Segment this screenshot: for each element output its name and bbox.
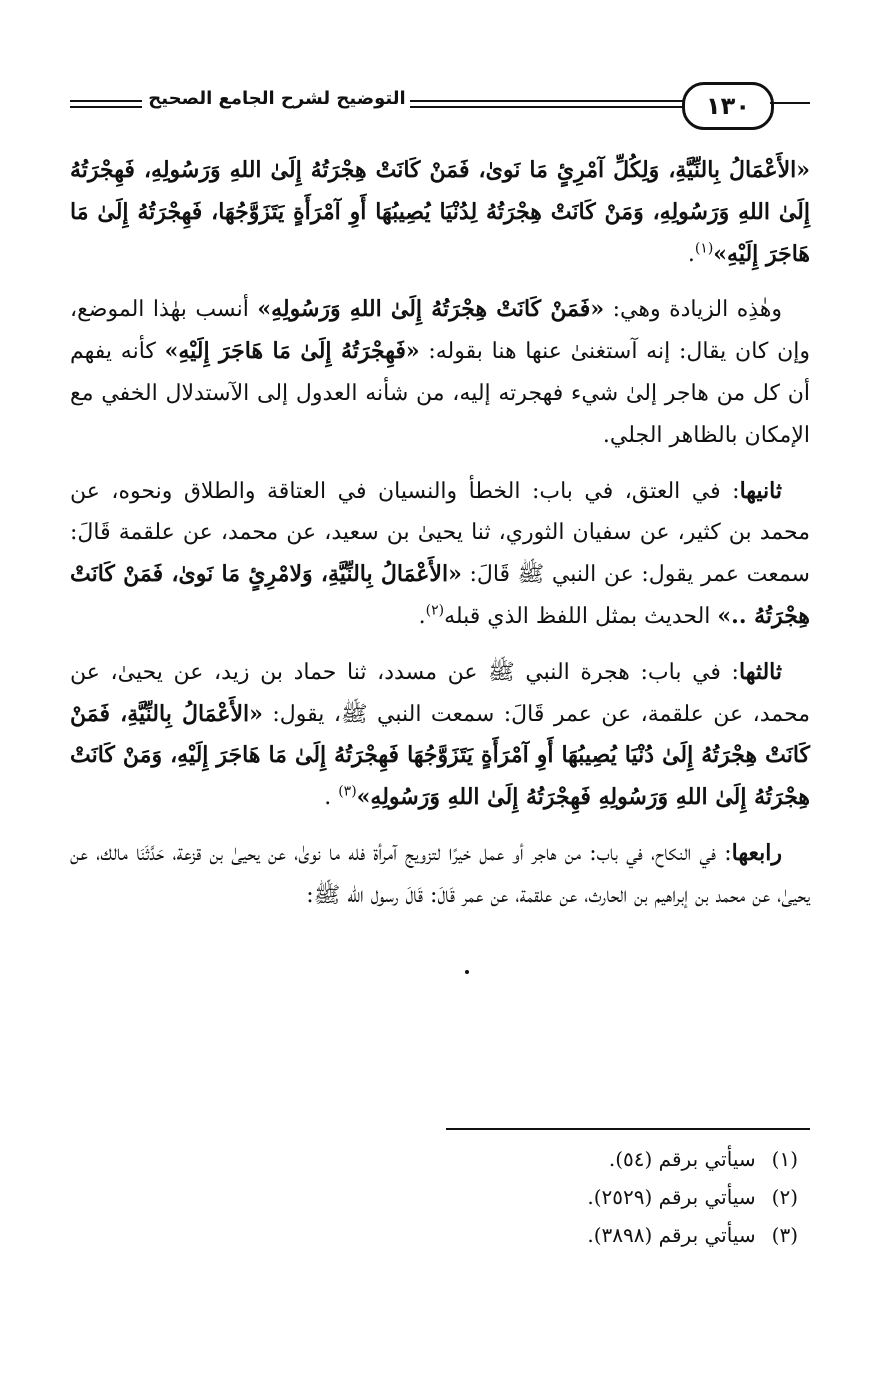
footnote-separator bbox=[446, 1128, 810, 1130]
footnote-ref: (٣) bbox=[338, 783, 357, 800]
footnote bbox=[70, 1178, 798, 1216]
main-text bbox=[70, 150, 810, 931]
footnote-text: سيأتي برقم (٣٨٩٨). bbox=[587, 1223, 762, 1247]
footnote-number: (٢) bbox=[771, 1185, 798, 1209]
hadith-quote: «الأَعْمَالُ بِالنِّيَّةِ، وَلامْرِئٍ مَا نَوىٰ، فَمَنْ كَانَتْ هِجْرَتُهُ ..» bbox=[70, 561, 810, 629]
text-run: . bbox=[687, 241, 695, 267]
text-run: وهٰذِه الزيادة وهي: bbox=[604, 297, 782, 323]
text-run: : في العتق، في باب: الخطأ والنسيان في العتاقة والطلاق ونحوه، عن محمد بن كثير، عن سفيان الثوري، ثنا يحيىٰ بن سعيد، عن محمد، عن علقمة قَالَ: سمعت عمر يقول: عن النبي ﷺ قَالَ: bbox=[70, 478, 810, 588]
paragraph bbox=[70, 471, 810, 638]
header-rule-right bbox=[770, 102, 810, 104]
paragraph bbox=[70, 652, 810, 819]
page-header bbox=[70, 80, 810, 130]
text-run: كأنه يفهم أن كل من هاجر إلىٰ شيء فهجرته إليه، من شأنه العدول إلى الآستدلال الخفي مع الإمكان بالظاهر الجلي. bbox=[70, 339, 810, 448]
hadith-quote: «الأَعْمَالُ بِالنِّيَّةِ، وَلِكُلِّ آمْرِئٍ مَا نَوىٰ، فَمَنْ كَانَتْ هِجْرَتُهُ إِلَىٰ اللهِ وَرَسُولِهِ، فَهِجْرَتُهُ إِلَىٰ اللهِ وَرَسُولِهِ، وَمَنْ كَانَتْ هِجْرَتُهُ لِدُنْيَا يُصِيبُهَا أَوِ آمْرَأَةٍ يَتَزَوَّجُهَا، فَهِجْرَتُهُ إِلَىٰ مَا هَاجَرَ إِلَيْهِ» bbox=[70, 157, 810, 267]
page-number: ١٣٠ bbox=[682, 82, 774, 130]
hadith-quote: ثالثها bbox=[738, 658, 782, 685]
paragraph bbox=[70, 833, 810, 917]
text-run: : في النكاح، في باب: من هاجر أو عمل خيرًا لتزويج آمرأة فله ما نوىٰ، عن يحيىٰ بن قزعة، حَدَّثَنَا مالك، عن يحيىٰ، عن محمد بن إبراهيم بن الحارث، عن علقمة، عن عمر قَالَ: قَالَ رسول الله ﷺ: bbox=[70, 840, 810, 908]
text-run: الحديث بمثل اللفظ الذي قبله bbox=[444, 603, 718, 629]
footnotes bbox=[70, 1140, 798, 1254]
text-run: . bbox=[418, 603, 426, 629]
footnote-number: (٣) bbox=[771, 1223, 798, 1247]
hadith-quote: رابعها bbox=[731, 839, 782, 866]
paragraph bbox=[70, 150, 810, 275]
footnote-text: سيأتي برقم (٢٥٢٩). bbox=[587, 1185, 762, 1209]
footnote-text: سيأتي برقم (٥٤). bbox=[608, 1147, 762, 1171]
running-title: التوضيح لشرح الجامع الصحيح bbox=[148, 88, 406, 109]
text-run: . bbox=[324, 785, 339, 811]
paragraph bbox=[70, 289, 810, 456]
hadith-quote: «فَهِجْرَتُهُ إِلَىٰ مَا هَاجَرَ إِلَيْهِ» bbox=[164, 338, 420, 365]
hadith-quote: «فَمَنْ كَانَتْ هِجْرَتُهُ إِلَىٰ اللهِ وَرَسُولِهِ» bbox=[257, 296, 605, 323]
hadith-quote: ثانيها bbox=[739, 477, 782, 504]
text-run: : في باب: هجرة النبي ﷺ عن مسدد، ثنا حماد بن زيد، عن يحيىٰ، عن محمد، عن علقمة، عن عمر قَالَ: سمعت النبي ﷺ، يقول: bbox=[70, 659, 810, 727]
text-run: أنسب بهٰذا الموضع، وإن كان يقال: إنه آستغنىٰ عنها هنا بقوله: bbox=[70, 297, 811, 365]
header-rule-left-bottom bbox=[70, 106, 142, 108]
footnote-ref: (٢) bbox=[425, 602, 445, 619]
footnote bbox=[70, 1216, 798, 1254]
stray-dot bbox=[465, 970, 469, 974]
hadith-quote: «الأَعْمَالُ بِالنِّيَّةِ، فَمَنْ كَانَتْ هِجْرَتُهُ إِلَىٰ دُنْيَا يُصِيبُهَا أَوِ آمْرَأَةٍ يَتَزَوَّجُهَا فَهِجْرَتُهُ إِلَىٰ مَا هَاجَرَ إِلَيْهِ، وَمَنْ كَانَتْ هِجْرَتُهُ إِلَىٰ اللهِ وَرَسُولِهِ فَهِجْرَتُهُ إِلَىٰ اللهِ وَرَسُولِهِ» bbox=[70, 700, 810, 811]
footnote-ref: (١) bbox=[694, 240, 714, 257]
footnote-number: (١) bbox=[771, 1147, 798, 1171]
footnote bbox=[70, 1140, 798, 1178]
header-rule-left-top bbox=[70, 100, 142, 102]
